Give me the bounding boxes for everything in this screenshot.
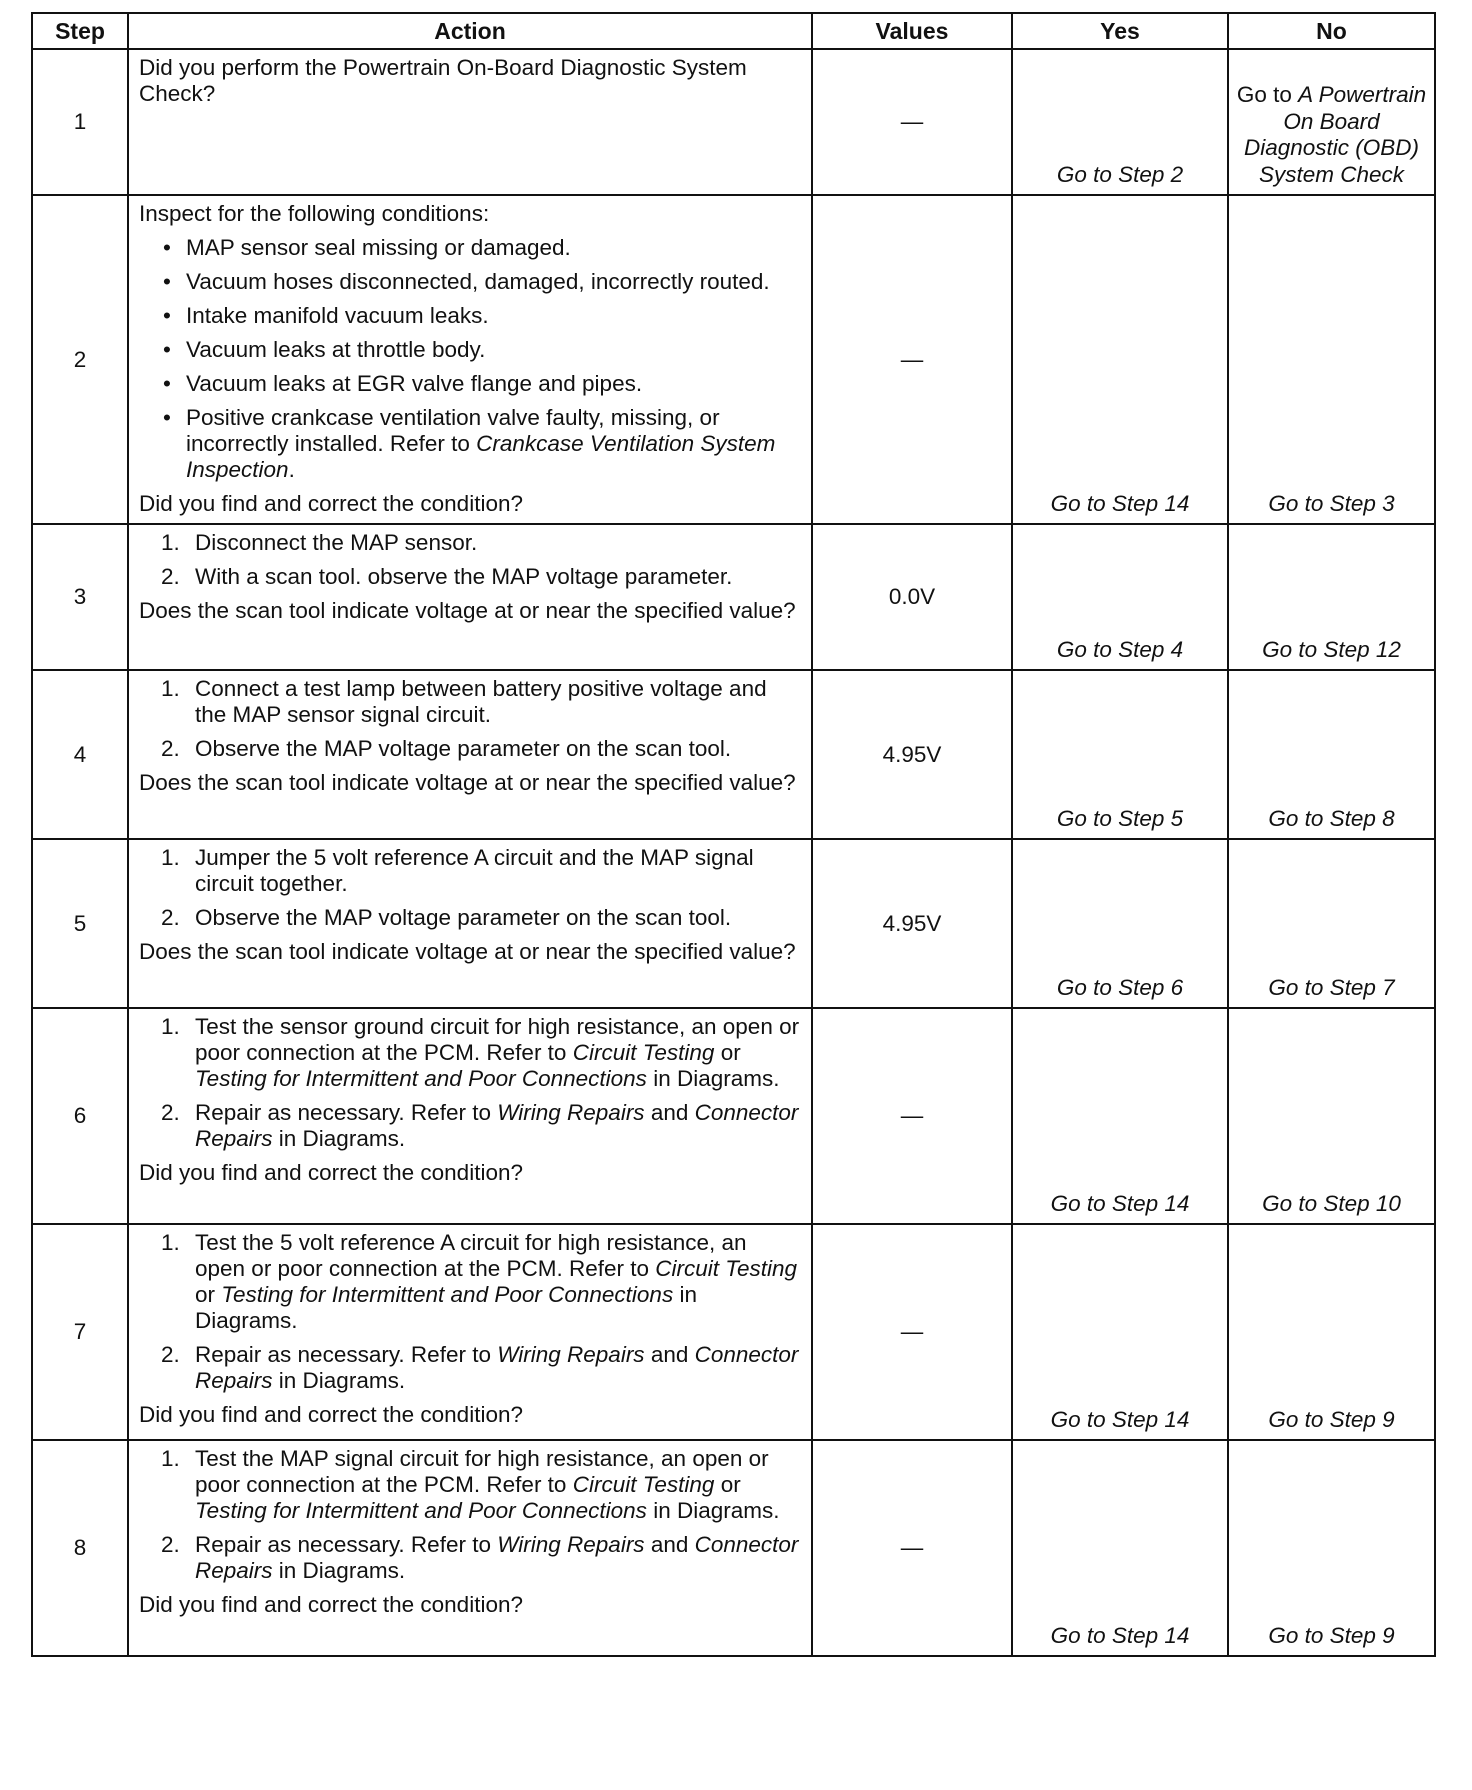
value-cell: 0.0V [812,524,1012,670]
value-cell: — [812,1440,1012,1656]
diagnostic-page [31,12,1434,1657]
value-cell: — [812,49,1012,195]
yes-link[interactable]: Go to Step 4 [1012,524,1228,670]
list-item: • Vacuum leaks at throttle body. [163,337,486,362]
doc-reference[interactable]: Testing for Intermittent and Poor Connections [221,1282,674,1307]
question-text: Did you find and correct the condition? [139,1592,523,1617]
condition-list [139,235,801,483]
table-row [32,1008,1435,1224]
list-item: 1. Test the sensor ground circuit for high resistance, an open or poor connection at the PCM. Refer to Circuit Testing or Testing for Intermittent and Poor Connections in Diagrams. [161,1014,800,1091]
no-link-ref: A Powertrain On Board Diagnostic (OBD) System Check [1243,82,1427,187]
action-cell [128,1008,812,1224]
question-text: Does the scan tool indicate voltage at or near the specified value? [139,598,796,623]
no-link[interactable]: Go to Step 9 [1228,1224,1435,1440]
table-row [32,670,1435,839]
doc-reference[interactable]: Wiring Repairs [497,1532,645,1557]
action-cell [128,1224,812,1440]
no-link[interactable]: Go to Step 12 [1228,524,1435,670]
no-link[interactable]: Go to Step 7 [1228,839,1435,1008]
question-text: Did you perform the Powertrain On-Board Diagnostic System Check? [139,55,747,106]
header-step: Step [32,13,128,49]
step-number: 1 [32,49,128,195]
procedure-list [139,1014,801,1152]
no-link[interactable]: Go to Step 3 [1228,195,1435,524]
list-item: • Intake manifold vacuum leaks. [163,303,489,328]
value-cell: — [812,1224,1012,1440]
step-number: 8 [32,1440,128,1656]
value-cell: — [812,195,1012,524]
procedure-list [139,530,801,590]
doc-reference[interactable]: Crankcase Ventilation System Inspection [186,431,776,482]
question-text: Did you find and correct the condition? [139,1402,523,1427]
no-link[interactable] [1228,49,1435,195]
action-cell [128,49,812,195]
step-number: 7 [32,1224,128,1440]
action-cell [128,670,812,839]
table-header-row [32,13,1435,49]
yes-link[interactable]: Go to Step 14 [1012,1224,1228,1440]
action-cell [128,524,812,670]
yes-link[interactable]: Go to Step 2 [1012,49,1228,195]
question-text: Did you find and correct the condition? [139,1160,523,1185]
yes-link[interactable]: Go to Step 14 [1012,1440,1228,1656]
action-cell [128,839,812,1008]
list-item: • Vacuum hoses disconnected, damaged, incorrectly routed. [163,269,770,294]
doc-reference[interactable]: Testing for Intermittent and Poor Connections [195,1066,647,1091]
question-text: Does the scan tool indicate voltage at or near the specified value? [139,770,796,795]
procedure-list [139,676,801,762]
step-number: 6 [32,1008,128,1224]
list-item: 2. Repair as necessary. Refer to Wiring Repairs and Connector Repairs in Diagrams. [161,1532,799,1583]
list-item: 1. Test the MAP signal circuit for high resistance, an open or poor connection at the PCM. Refer to Circuit Testing or Testing for Intermittent and Poor Connections in Diagrams. [161,1446,780,1523]
step-number: 5 [32,839,128,1008]
yes-link[interactable]: Go to Step 6 [1012,839,1228,1008]
action-cell [128,195,812,524]
list-item: 1. Connect a test lamp between battery positive voltage and the MAP sensor signal circuit. [161,676,767,727]
list-item: 2. Observe the MAP voltage parameter on the scan tool. [161,905,732,930]
list-item: 2. Repair as necessary. Refer to Wiring Repairs and Connector Repairs in Diagrams. [161,1100,799,1151]
question-text: Does the scan tool indicate voltage at or near the specified value? [139,939,796,964]
yes-link[interactable]: Go to Step 14 [1012,195,1228,524]
table-row [32,1440,1435,1656]
doc-reference[interactable]: Circuit Testing [572,1472,715,1497]
list-item: 2. Repair as necessary. Refer to Wiring Repairs and Connector Repairs in Diagrams. [161,1342,799,1393]
header-values: Values [812,13,1012,49]
list-item: 2. With a scan tool. observe the MAP voltage parameter. [161,564,733,589]
procedure-list [139,1446,801,1584]
table-row [32,1224,1435,1440]
intro-text: Inspect for the following conditions: [139,201,490,226]
doc-reference[interactable]: Connector Repairs [195,1100,799,1151]
doc-reference[interactable]: Connector Repairs [195,1532,799,1583]
doc-reference[interactable]: Wiring Repairs [497,1342,645,1367]
header-yes: Yes [1012,13,1228,49]
doc-reference[interactable]: Circuit Testing [655,1256,797,1281]
list-item: • Vacuum leaks at EGR valve flange and pipes. [163,371,643,396]
table-row [32,524,1435,670]
table-row [32,195,1435,524]
doc-reference[interactable]: Testing for Intermittent and Poor Connections [195,1498,647,1523]
doc-reference[interactable]: Circuit Testing [572,1040,715,1065]
no-link[interactable]: Go to Step 10 [1228,1008,1435,1224]
list-item: 1. Disconnect the MAP sensor. [161,530,478,555]
table-row [32,839,1435,1008]
yes-link[interactable]: Go to Step 14 [1012,1008,1228,1224]
list-item: 1. Jumper the 5 volt reference A circuit and the MAP signal circuit together. [161,845,754,896]
step-number: 3 [32,524,128,670]
procedure-list [139,1230,801,1394]
header-no: No [1228,13,1435,49]
list-item: 2. Observe the MAP voltage parameter on the scan tool. [161,736,732,761]
list-item: • Positive crankcase ventilation valve faulty, missing, or incorrectly installed. Refer to Crankcase Ventilation System Inspection. [163,405,776,482]
list-item: 1. Test the 5 volt reference A circuit for high resistance, an open or poor connection at the PCM. Refer to Circuit Testing or Testing for Intermittent and Poor Connections in Diagrams. [161,1230,797,1333]
procedure-list [139,845,801,931]
value-cell: — [812,1008,1012,1224]
header-action: Action [128,13,812,49]
no-link[interactable]: Go to Step 9 [1228,1440,1435,1656]
yes-link[interactable]: Go to Step 5 [1012,670,1228,839]
step-number: 4 [32,670,128,839]
list-item: • MAP sensor seal missing or damaged. [163,235,571,260]
step-number: 2 [32,195,128,524]
doc-reference[interactable]: Wiring Repairs [497,1100,645,1125]
action-cell [128,1440,812,1656]
value-cell: 4.95V [812,670,1012,839]
no-link[interactable]: Go to Step 8 [1228,670,1435,839]
question-text: Did you find and correct the condition? [139,491,523,516]
diagnostic-table [31,12,1436,1657]
value-cell: 4.95V [812,839,1012,1008]
doc-reference[interactable]: Connector Repairs [195,1342,799,1393]
table-row [32,49,1435,195]
no-link-prefix: Go to [1236,82,1299,107]
